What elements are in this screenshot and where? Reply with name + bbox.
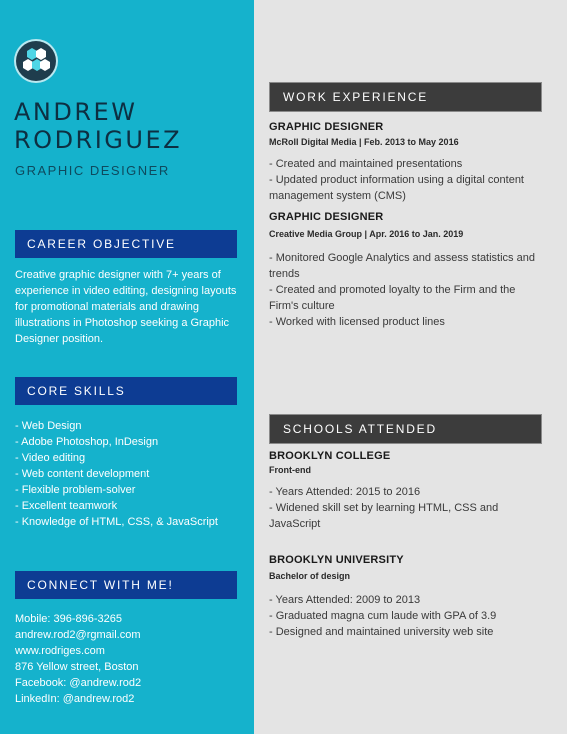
school-bullet: - Graduated magna cum laude with GPA of 3.9 — [269, 610, 497, 622]
school-subtitle: Bachelor of design — [269, 571, 351, 581]
school-bullet: - Designed and maintained university web site — [269, 626, 494, 638]
job-bullet: - Created and promoted loyalty to the Firm and the Firm's culture — [269, 284, 516, 312]
contact-linkedin[interactable]: LinkedIn: @andrew.rod2 — [15, 693, 135, 705]
school-subtitle: Front-end — [269, 465, 311, 475]
job-bullet: - Monitored Google Analytics and assess statistics and trends — [269, 252, 535, 280]
job-subtitle: McRoll Digital Media | Feb. 2013 to May 2016 — [269, 137, 459, 147]
career-objective-heading: CAREER OBJECTIVE — [15, 230, 237, 258]
school-name: BROOKLYN COLLEGE — [269, 450, 391, 462]
skill-item: - Web content development — [15, 468, 150, 480]
contact-phone: Mobile: 396-896-3265 — [15, 613, 123, 625]
core-skills-list — [15, 418, 240, 530]
skill-item: - Video editing — [15, 452, 86, 464]
first-name: ANDREW — [14, 98, 138, 126]
school-bullet: - Years Attended: 2009 to 2013 — [269, 594, 421, 606]
career-objective-text: Creative graphic designer with 7+ years of experience in video editing, designing layouts for promotional materials and drawing illustrations in Photoshop seeking a Graphic Designer position. — [15, 269, 237, 345]
school-bullets — [269, 592, 541, 640]
work-experience-heading: WORK EXPERIENCE — [270, 83, 541, 111]
skill-item: - Knowledge of HTML, CSS, & JavaScript — [15, 516, 218, 528]
job-bullet: - Created and maintained presentations — [269, 158, 463, 170]
school-bullet: - Widened skill set by learning HTML, CSS and JavaScript — [269, 502, 499, 530]
candidate-name — [14, 98, 182, 154]
schools-heading: SCHOOLS ATTENDED — [270, 415, 541, 443]
job-title: GRAPHIC DESIGNER — [269, 211, 384, 223]
school-bullets — [269, 484, 541, 532]
connect-heading: CONNECT WITH ME! — [15, 571, 237, 599]
job-title: GRAPHIC DESIGNER — [269, 121, 384, 133]
candidate-title: GRAPHIC DESIGNER — [15, 163, 170, 178]
job-bullets — [269, 250, 541, 330]
contact-email[interactable]: andrew.rod2@rgmail.com — [15, 629, 141, 641]
core-skills-heading: CORE SKILLS — [15, 377, 237, 405]
school-name: BROOKLYN UNIVERSITY — [269, 554, 404, 566]
skill-item: - Web Design — [15, 420, 82, 432]
skill-item: - Flexible problem-solver — [15, 484, 136, 496]
job-bullet: - Updated product information using a digital content management system (CMS) — [269, 174, 524, 202]
contact-list — [15, 611, 240, 707]
contact-facebook[interactable]: Facebook: @andrew.rod2 — [15, 677, 142, 689]
job-bullets — [269, 156, 541, 204]
contact-website[interactable]: www.rodriges.com — [15, 645, 105, 657]
job-subtitle: Creative Media Group | Apr. 2016 to Jan. 2019 — [269, 229, 464, 239]
hexagon-cluster-logo-icon — [16, 41, 56, 81]
skill-item: - Adobe Photoshop, InDesign — [15, 436, 159, 448]
school-bullet: - Years Attended: 2015 to 2016 — [269, 486, 421, 498]
job-bullet: - Worked with licensed product lines — [269, 316, 445, 328]
skill-item: - Excellent teamwork — [15, 500, 118, 512]
last-name: RODRIGUEZ — [14, 126, 183, 154]
contact-address: 876 Yellow street, Boston — [15, 661, 139, 673]
